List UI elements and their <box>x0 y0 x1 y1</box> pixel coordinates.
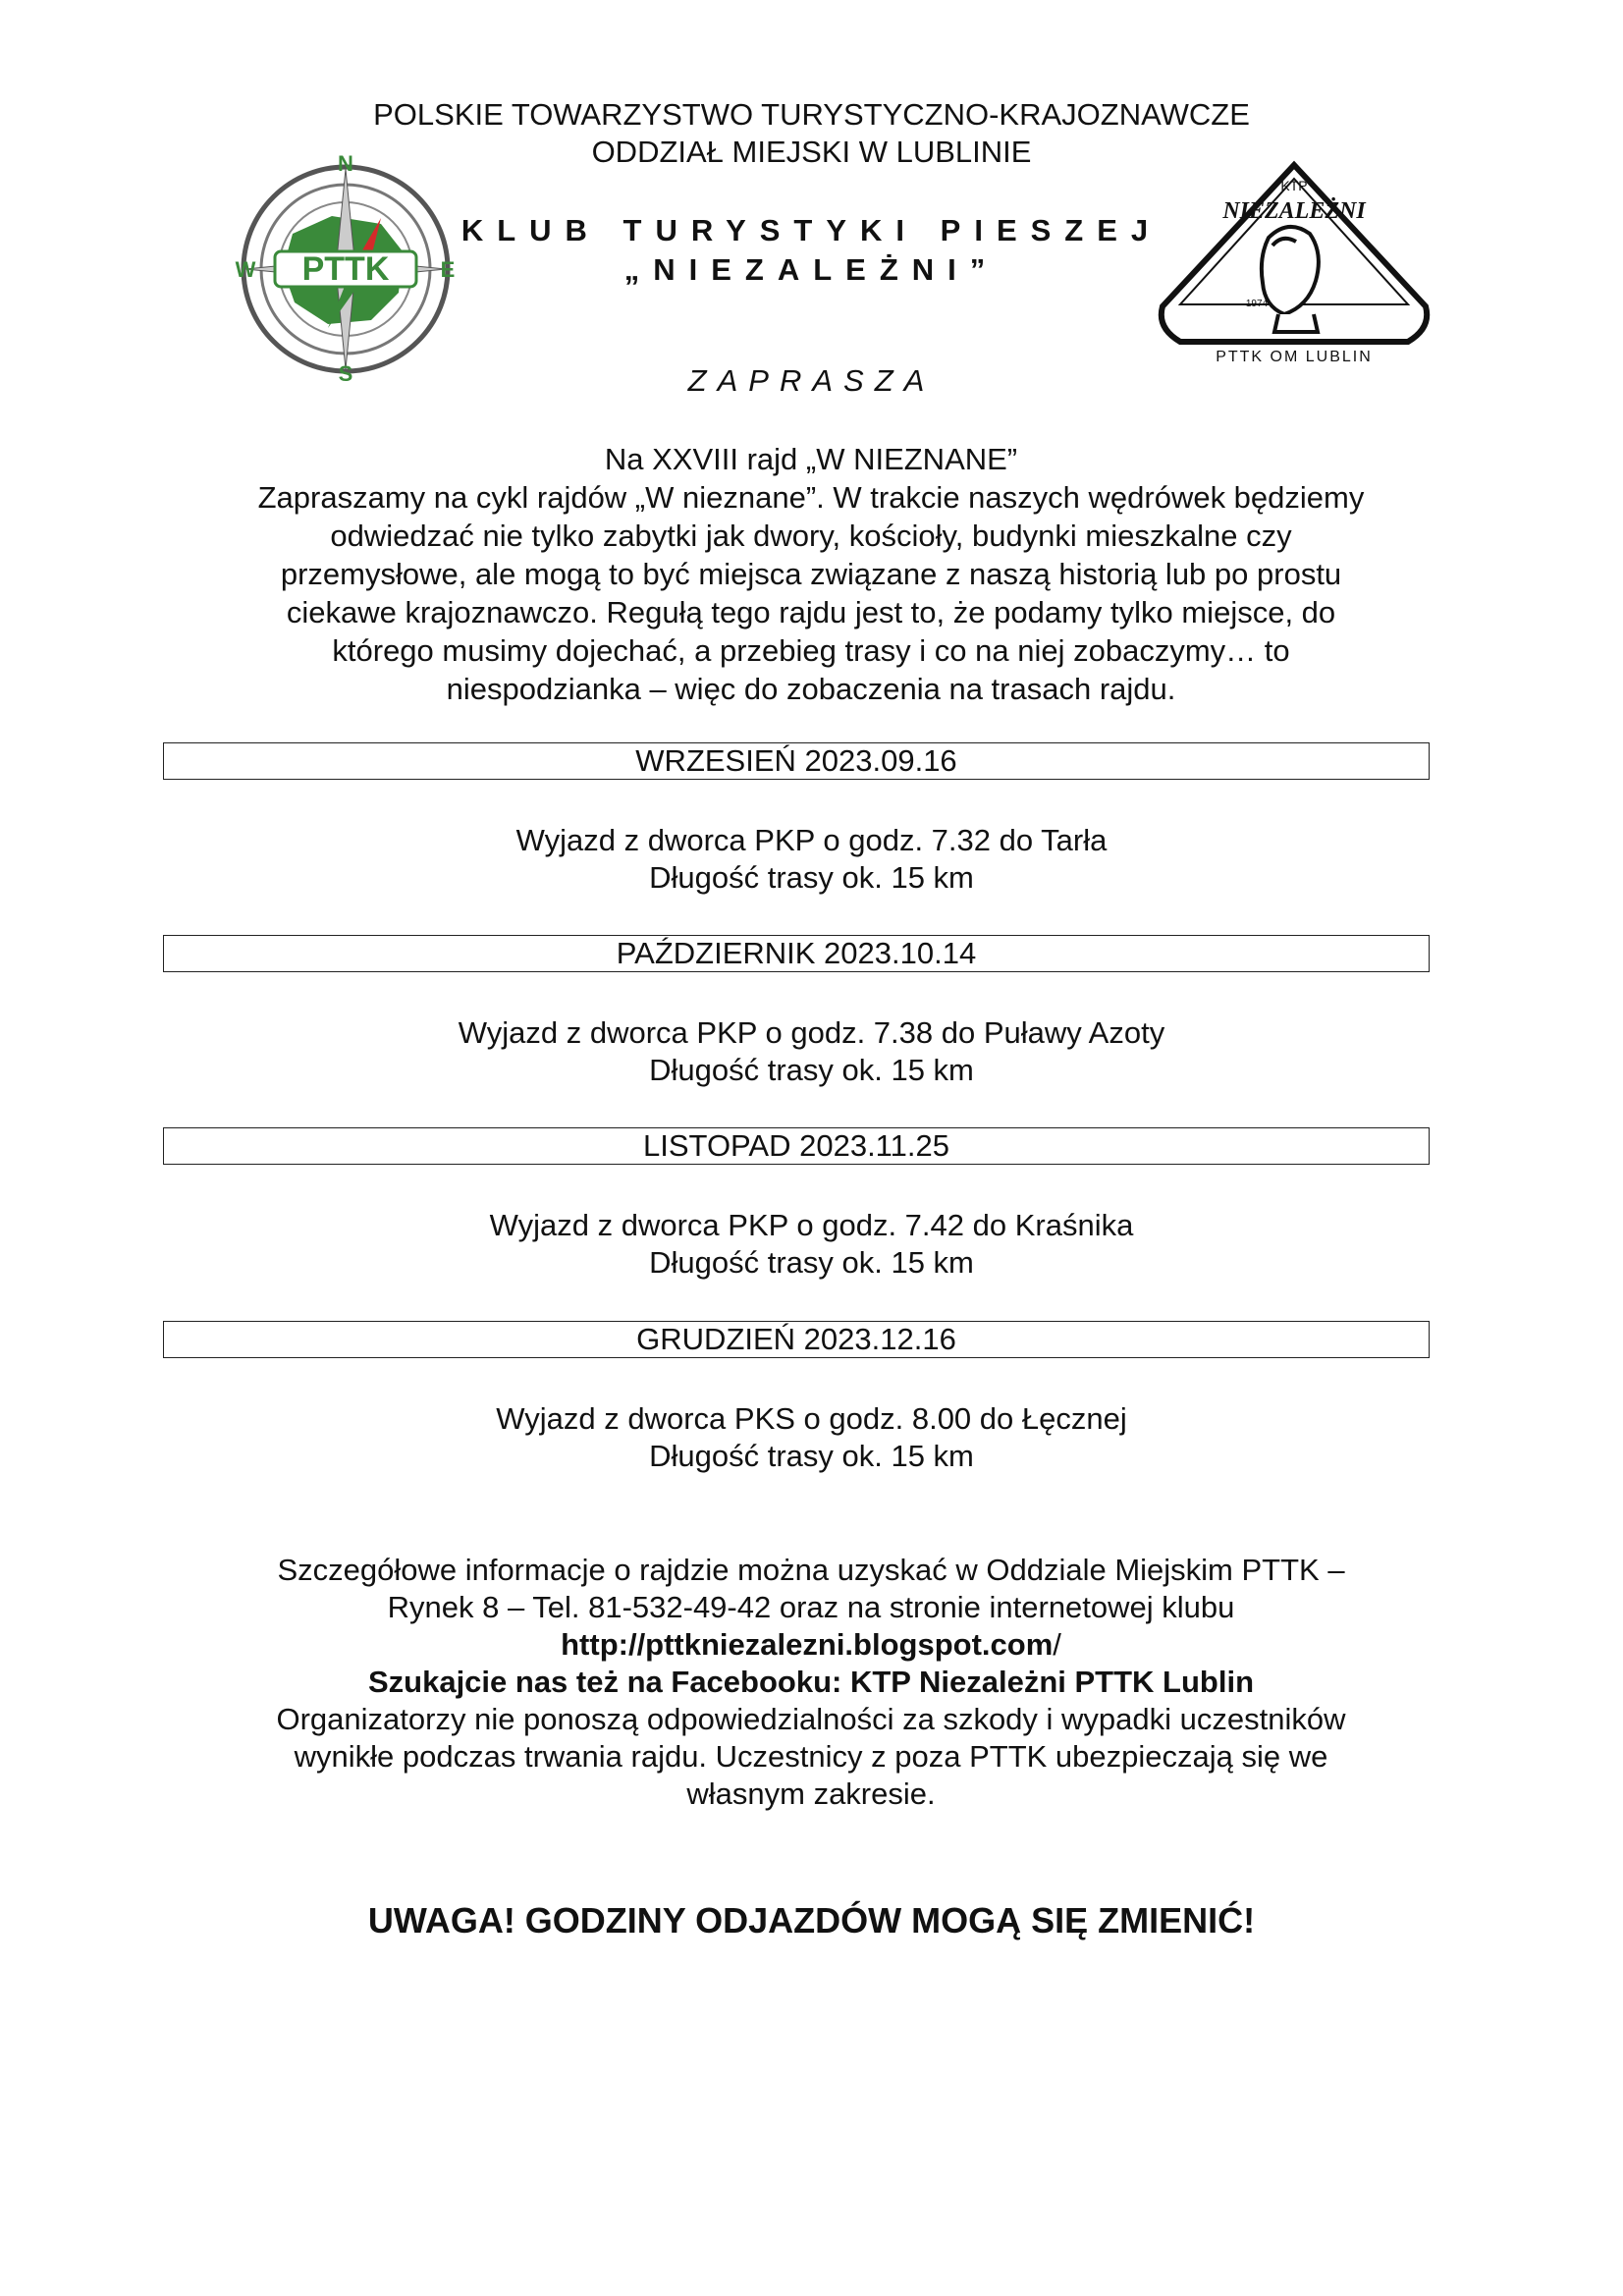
trip-date-box: GRUDZIEŃ 2023.12.16 <box>163 1321 1430 1358</box>
intro-line: Zapraszamy na cykl rajdów „W nieznane”. W trakcie naszych wędrówek będziemy <box>257 480 1365 515</box>
trip-details <box>0 1207 1623 1282</box>
ktp-logo-bottom-text: PTTK OM LUBLIN <box>1216 349 1373 365</box>
info-line: Rynek 8 – Tel. 81-532-49-42 oraz na stronie internetowej klubu <box>387 1590 1235 1624</box>
ktp-logo-year: 1974 <box>1245 299 1269 309</box>
pttk-logo-letters: PTTK <box>301 250 390 288</box>
club-website-link[interactable]: http://pttkniezalezni.blogspot.com <box>561 1627 1054 1662</box>
trip-date-box: PAŹDZIERNIK 2023.10.14 <box>163 935 1430 972</box>
ktp-niezalezni-logo <box>1151 159 1437 373</box>
ktp-logo-name: NIEZALEŻNI <box>1222 198 1366 224</box>
club-website <box>173 1626 1449 1664</box>
trip-length: Długość trasy ok. 15 km <box>649 1245 974 1280</box>
trip-departure: Wyjazd z dworca PKP o godz. 7.42 do Kraśnika <box>489 1208 1134 1242</box>
club-website-suffix: / <box>1053 1627 1061 1662</box>
trip-details <box>0 822 1623 897</box>
intro-line: którego musimy dojechać, a przebieg trasy i co na niej zobaczymy… to <box>332 633 1290 668</box>
invite-heading: ZAPRASZA <box>687 363 936 398</box>
intro-line: niespodzianka – więc do zobaczenia na trasach rajdu. <box>446 672 1176 706</box>
intro-line: przemysłowe, ale mogą to być miejsca związane z naszą historią lub po prostu <box>280 557 1342 591</box>
disclaimer-line: wynikłe podczas trwania rajdu. Uczestnicy z poza PTTK ubezpieczają się we <box>294 1739 1328 1774</box>
org-name: POLSKIE TOWARZYSTWO TURYSTYCZNO-KRAJOZNAWCZE <box>373 97 1250 132</box>
compass-n-label: N <box>338 155 353 176</box>
trip-details <box>0 1400 1623 1475</box>
compass-w-label: W <box>235 257 256 282</box>
trip-length: Długość trasy ok. 15 km <box>649 860 974 895</box>
trip-departure: Wyjazd z dworca PKP o godz. 7.38 do Puławy Azoty <box>458 1015 1165 1050</box>
info-line: Szczegółowe informacje o rajdzie można uzyskać w Oddziale Miejskim PTTK – <box>277 1553 1345 1587</box>
disclaimer-line: Organizatorzy nie ponoszą odpowiedzialności za szkody i wypadki uczestników <box>276 1702 1346 1736</box>
rally-title: Na XXVIII rajd „W NIEZNANE” <box>604 442 1018 476</box>
club-name-line1: KLUB TURYSTYKI PIESZEJ <box>460 213 1163 247</box>
trip-departure: Wyjazd z dworca PKS o godz. 8.00 do Łęcznej <box>496 1401 1127 1436</box>
ktp-logo-top-text: KTP <box>1280 178 1308 193</box>
trip-details <box>0 1014 1623 1089</box>
trip-length: Długość trasy ok. 15 km <box>649 1053 974 1087</box>
compass-e-label: E <box>440 257 456 282</box>
compass-s-label: S <box>338 361 353 383</box>
trip-departure: Wyjazd z dworca PKP o godz. 7.32 do Tarła <box>515 823 1108 857</box>
info-block <box>173 1552 1449 1813</box>
intro-paragraph <box>207 440 1415 708</box>
trip-date-box: LISTOPAD 2023.11.25 <box>163 1127 1430 1165</box>
disclaimer-line: własnym zakresie. <box>686 1777 936 1811</box>
club-name-line2: „NIEZALEŻNI” <box>623 252 1000 287</box>
schedule-warning: UWAGA! GODZINY ODJAZDÓW MOGĄ SIĘ ZMIENIĆ! <box>367 1900 1256 1941</box>
facebook-info: Szukajcie nas też na Facebooku: KTP Niezależni PTTK Lublin <box>367 1665 1255 1699</box>
intro-line: odwiedzać nie tylko zabytki jak dwory, kościoły, budynki mieszkalne czy <box>330 519 1292 553</box>
intro-line: ciekawe krajoznawczo. Regułą tego rajdu jest to, że podamy tylko miejsce, do <box>286 595 1336 629</box>
trip-date-box: WRZESIEŃ 2023.09.16 <box>163 742 1430 780</box>
trip-length: Długość trasy ok. 15 km <box>649 1439 974 1473</box>
org-branch: ODDZIAŁ MIEJSKI W LUBLINIE <box>591 135 1032 169</box>
